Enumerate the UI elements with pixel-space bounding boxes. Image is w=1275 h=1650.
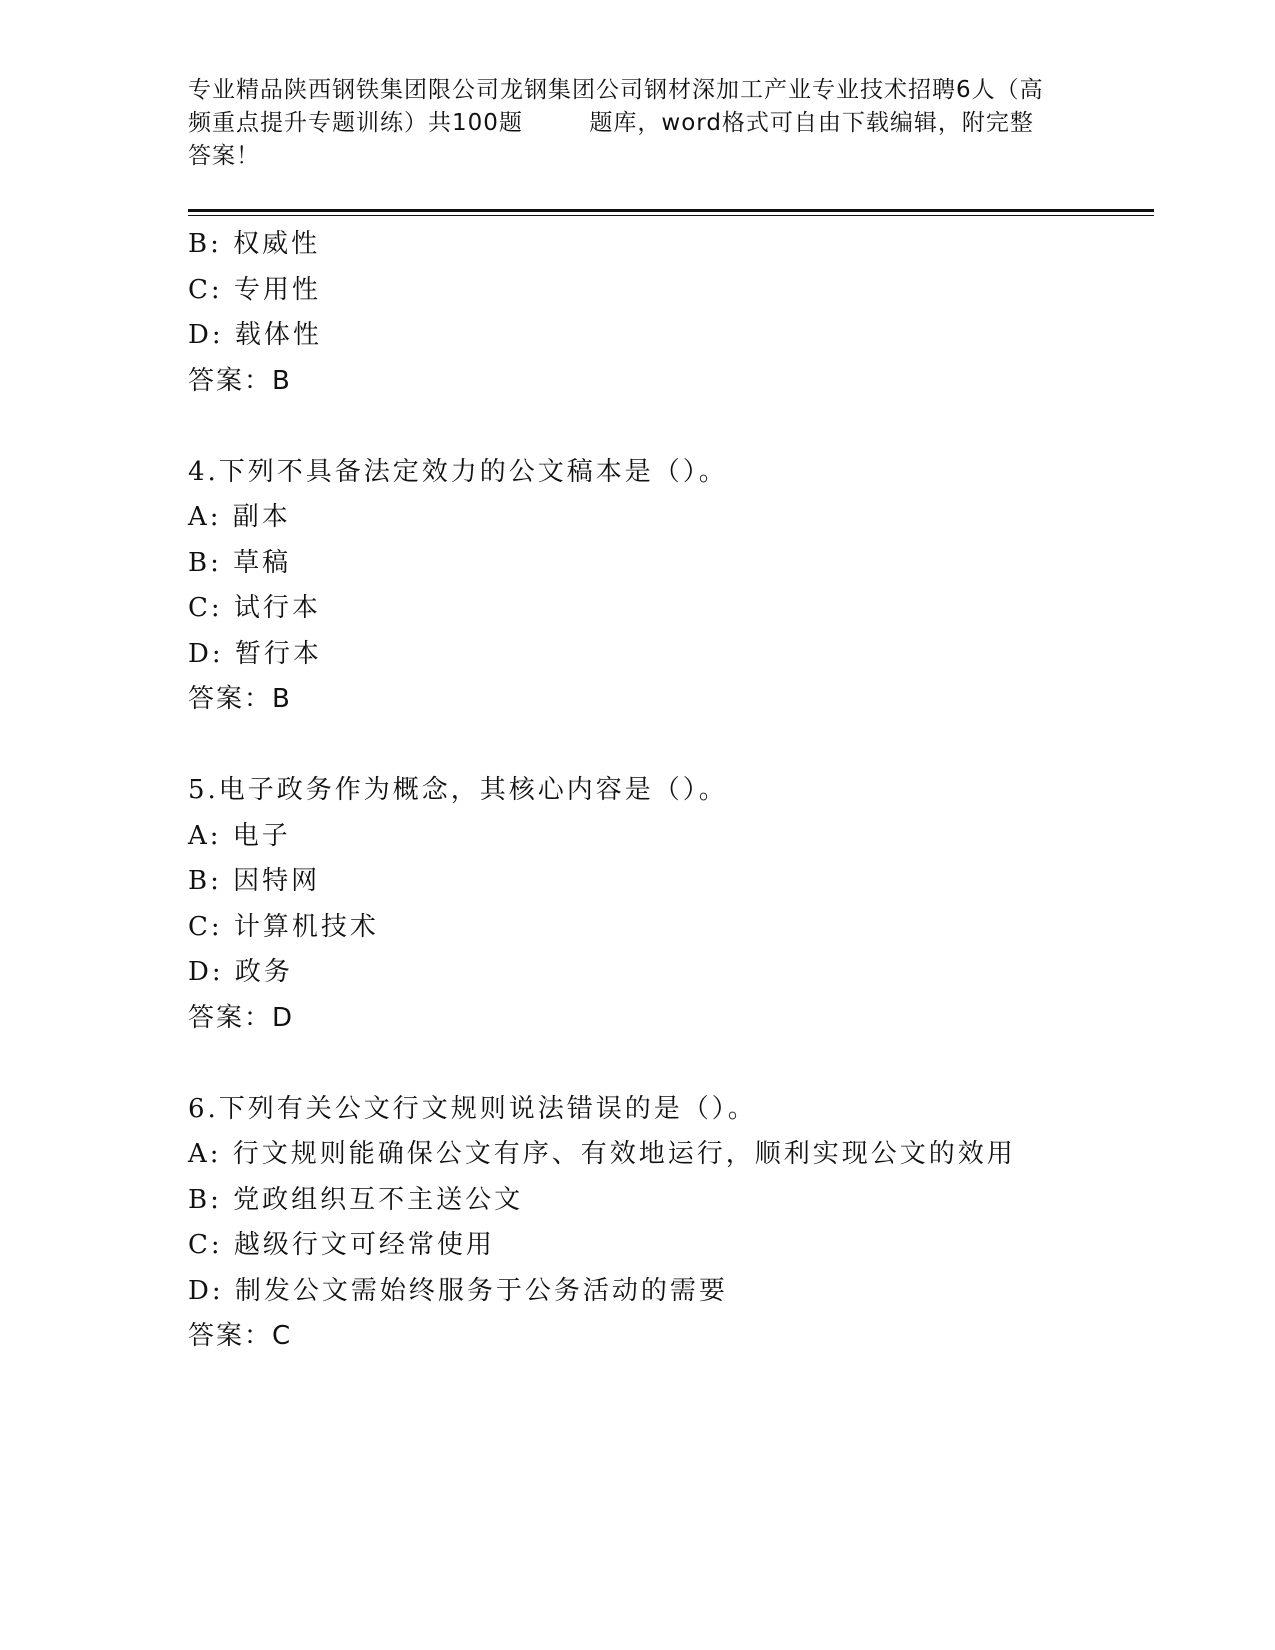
option-c: C: 试行本 — [188, 593, 321, 623]
option-b: B: 草稿 — [188, 547, 292, 578]
header-line-1: 专业精品陕西钢铁集团限公司龙钢集团公司钢材深加工产业专业技术招聘6人（高 — [188, 77, 1044, 103]
option-d: D: 暂行本 — [188, 638, 322, 669]
question-text: 5.电子政务作为概念，其核心内容是（）。 — [188, 775, 728, 805]
spacer — [188, 1041, 1148, 1087]
question-block-5 — [188, 768, 1148, 1041]
option-c: C: 计算机技术 — [188, 911, 379, 942]
option-a: A: 电子 — [188, 820, 291, 851]
option-d: D: 政务 — [188, 957, 293, 987]
option-a: A: 副本 — [188, 502, 291, 532]
spacer — [188, 404, 1148, 450]
question-text: 6.下列有关公文行文规则说法错误的是（）。 — [188, 1093, 757, 1124]
header-line-2: 频重点提升专题训练）共100题 题库，word格式可自由下载编辑，附完整 — [188, 110, 1034, 136]
option-d: D: 载体性 — [188, 320, 322, 350]
question-block-6 — [188, 1087, 1148, 1360]
question-text: 4.下列不具备法定效力的公文稿本是（）。 — [188, 456, 728, 487]
answer-line: 答案：C — [188, 1321, 293, 1351]
option-b: B: 权威性 — [188, 229, 321, 259]
option-c: C: 越级行文可经常使用 — [188, 1230, 495, 1260]
header-divider-thin — [188, 215, 1154, 216]
option-d: D: 制发公文需始终服务于公务活动的需要 — [188, 1275, 728, 1306]
document-header — [188, 74, 1088, 173]
spacer — [188, 723, 1148, 769]
answer-line: 答案：D — [188, 1002, 295, 1033]
answer-line: 答案：B — [188, 365, 292, 396]
header-line-3: 答案！ — [188, 143, 260, 169]
answer-line: 答案：B — [188, 684, 292, 714]
option-b: B: 因特网 — [188, 866, 321, 896]
header-divider-thick — [188, 209, 1154, 212]
question-block-4 — [188, 450, 1148, 723]
question-list — [188, 222, 1148, 1360]
question-block-3 — [188, 222, 1148, 404]
option-c: C: 专用性 — [188, 274, 321, 305]
option-b: B: 党政组织互不主送公文 — [188, 1184, 524, 1215]
option-a: A: 行文规则能确保公文有序、有效地运行，顺利实现公文的效用 — [188, 1139, 1016, 1169]
